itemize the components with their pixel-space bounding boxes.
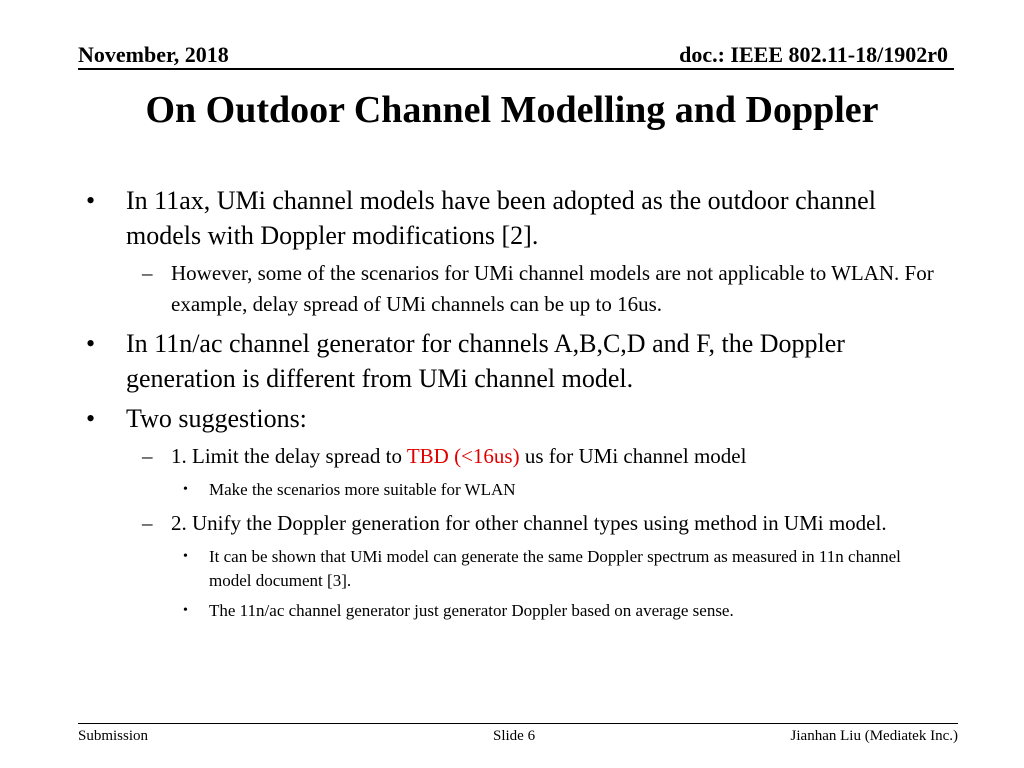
bullet-marker: • bbox=[183, 603, 188, 618]
slide-title: On Outdoor Channel Modelling and Doppler bbox=[145, 89, 879, 131]
dash-marker: – bbox=[142, 511, 153, 535]
header-date: November, 2018 bbox=[78, 42, 229, 67]
bullet-text: Two suggestions: bbox=[126, 404, 307, 433]
sub-sub-bullet-text: Make the scenarios more suitable for WLAN bbox=[209, 480, 516, 499]
sub-bullet-item bbox=[86, 258, 946, 320]
header-doc-id: doc.: IEEE 802.11-18/1902r0 bbox=[679, 42, 948, 67]
bullet-text: In 11ax, UMi channel models have been adopted as the outdoor channel models with Doppler modifications [2]. bbox=[126, 186, 876, 250]
bullet-item bbox=[86, 326, 946, 396]
footer-divider bbox=[78, 723, 958, 724]
sub-sub-bullet-text: It can be shown that UMi model can generate the same Doppler spectrum as measured in 11n channel model document [3]. bbox=[209, 547, 901, 590]
sub-sub-bullet-text: The 11n/ac channel generator just generator Doppler based on average sense. bbox=[209, 601, 734, 620]
header-divider bbox=[78, 68, 954, 70]
sub-bullet-text: 2. Unify the Doppler generation for other channel types using method in UMi model. bbox=[171, 511, 887, 535]
sub-sub-bullet-item bbox=[86, 545, 946, 593]
sub-bullet-item bbox=[86, 508, 946, 539]
dash-marker: – bbox=[142, 261, 153, 285]
sub-bullet-item bbox=[86, 441, 946, 472]
bullet-marker: • bbox=[86, 329, 96, 358]
footer-slide-number: Slide 6 bbox=[493, 728, 536, 744]
bullet-marker: • bbox=[183, 482, 188, 497]
footer-submission: Submission bbox=[78, 728, 149, 744]
slide-body bbox=[86, 183, 946, 629]
sub-sub-bullet-item bbox=[86, 478, 946, 502]
bullet-text: In 11n/ac channel generator for channels A,B,C,D and F, the Doppler generation is different from UMi channel model. bbox=[126, 329, 845, 393]
dash-marker: – bbox=[142, 444, 153, 468]
bullet-marker: • bbox=[86, 404, 96, 433]
sub-bullet-text-suffix: us for UMi channel model bbox=[519, 444, 747, 468]
sub-bullet-text: However, some of the scenarios for UMi channel models are not applicable to WLAN. For example, delay spread of UMi channels can be up to 16us. bbox=[171, 261, 934, 316]
bullet-item bbox=[86, 183, 946, 253]
sub-bullet-text-prefix: 1. Limit the delay spread to bbox=[171, 444, 407, 468]
sub-sub-bullet-item bbox=[86, 599, 946, 623]
bullet-marker: • bbox=[86, 186, 96, 215]
footer-author: Jianhan Liu (Mediatek Inc.) bbox=[790, 728, 958, 744]
tbd-highlight: TBD (<16us) bbox=[406, 444, 520, 468]
bullet-item bbox=[86, 401, 946, 436]
bullet-marker: • bbox=[183, 549, 188, 564]
